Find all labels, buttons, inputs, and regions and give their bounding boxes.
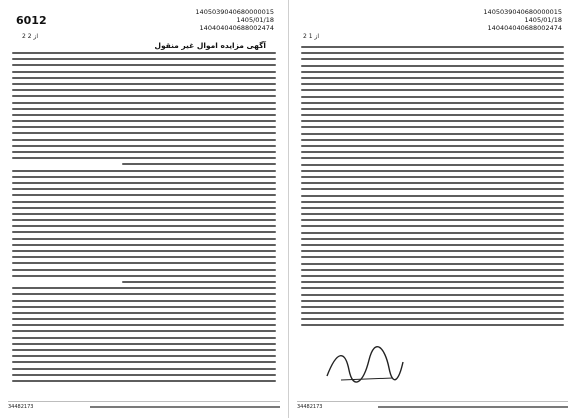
document-number: 6012 [16, 14, 47, 27]
text-line [301, 52, 564, 54]
text-line [12, 89, 276, 91]
text-line [12, 324, 276, 326]
body-text [301, 46, 564, 331]
reference-block [483, 8, 562, 32]
text-line [301, 238, 564, 240]
text-line [12, 361, 276, 363]
text-line [12, 108, 276, 110]
text-line [12, 83, 276, 85]
text-line [301, 176, 564, 178]
text-line [301, 89, 564, 91]
text-line [12, 194, 276, 196]
reference-line: 1405/01/18 [524, 16, 562, 24]
text-line [301, 318, 564, 320]
text-line [12, 355, 276, 357]
text-line [301, 164, 564, 166]
text-line [12, 219, 276, 221]
text-line [122, 163, 276, 165]
text-line [12, 95, 276, 97]
text-line [12, 176, 276, 178]
text-line [301, 281, 564, 283]
text-line [301, 207, 564, 209]
text-line [301, 294, 564, 296]
text-line [301, 312, 564, 314]
text-line [12, 71, 276, 73]
text-line [301, 250, 564, 252]
text-line [301, 244, 564, 246]
page-title: آگهی مزایده اموال غیر منقول [154, 41, 266, 50]
text-line [301, 324, 564, 326]
text-line [301, 157, 564, 159]
text-line [301, 120, 564, 122]
text-line [12, 52, 276, 54]
text-line [301, 275, 564, 277]
text-line [301, 201, 564, 203]
reference-block [195, 8, 274, 32]
reference-line: 1405/01/18 [236, 16, 274, 24]
text-line [12, 269, 276, 271]
text-line [301, 269, 564, 271]
text-line [301, 77, 564, 79]
text-line [12, 330, 276, 332]
text-line [12, 349, 276, 351]
footer-phone: 34482173 [297, 404, 323, 410]
text-line [12, 225, 276, 227]
text-line [12, 182, 276, 184]
text-line [301, 65, 564, 67]
text-line [301, 263, 564, 265]
text-line [301, 126, 564, 128]
text-line [12, 250, 276, 252]
text-line [301, 170, 564, 172]
text-line [12, 132, 276, 134]
text-line [301, 225, 564, 227]
text-line [12, 145, 276, 147]
text-line [12, 151, 276, 153]
page-right [288, 0, 576, 418]
page-footer [297, 401, 568, 412]
text-line [12, 275, 276, 277]
text-line [12, 170, 276, 172]
text-line [301, 182, 564, 184]
text-line [12, 213, 276, 215]
text-line [12, 318, 276, 320]
signature-image [323, 340, 407, 388]
text-line [12, 300, 276, 302]
text-line [12, 139, 276, 141]
text-line [12, 64, 276, 66]
text-line [301, 108, 564, 110]
footer-text [90, 406, 280, 408]
text-line [12, 306, 276, 308]
text-line [12, 337, 276, 339]
text-line [12, 126, 276, 128]
text-line [12, 293, 276, 295]
text-line [12, 368, 276, 370]
text-line [301, 300, 564, 302]
text-line [12, 114, 276, 116]
text-line [301, 195, 564, 197]
text-line [301, 139, 564, 141]
text-line [12, 58, 276, 60]
text-line [301, 83, 564, 85]
text-line [301, 188, 564, 190]
text-line [12, 380, 276, 382]
text-line [12, 374, 276, 376]
text-line [301, 151, 564, 153]
text-line [301, 232, 564, 234]
text-line [301, 287, 564, 289]
reference-line: 1405039040680000015 [195, 8, 274, 16]
reference-line: 140404040688002474 [487, 24, 562, 32]
text-line [301, 256, 564, 258]
text-line [12, 77, 276, 79]
text-line [12, 188, 276, 190]
page-footer [8, 401, 280, 412]
text-line [301, 219, 564, 221]
body-text [12, 52, 276, 386]
reference-line: 140404040688002474 [199, 24, 274, 32]
page-label: 2 از 2 [22, 33, 39, 40]
text-line [12, 238, 276, 240]
text-line [12, 312, 276, 314]
text-line [12, 244, 276, 246]
page-label: 2 از 1 [303, 33, 320, 40]
text-line [12, 256, 276, 258]
text-line [122, 281, 276, 283]
text-line [12, 207, 276, 209]
text-line [12, 157, 276, 159]
text-line [12, 120, 276, 122]
text-line [12, 343, 276, 345]
text-line [301, 213, 564, 215]
text-line [301, 133, 564, 135]
text-line [12, 231, 276, 233]
text-line [301, 114, 564, 116]
text-line [301, 102, 564, 104]
text-line [301, 46, 564, 48]
text-line [301, 145, 564, 147]
footer-text [378, 406, 568, 408]
footer-phone: 34482173 [8, 404, 34, 410]
text-line [301, 306, 564, 308]
text-line [12, 201, 276, 203]
text-line [301, 96, 564, 98]
text-line [12, 287, 276, 289]
text-line [12, 262, 276, 264]
text-line [12, 102, 276, 104]
text-line [301, 58, 564, 60]
text-line [301, 71, 564, 73]
reference-line: 1405039040680000015 [483, 8, 562, 16]
